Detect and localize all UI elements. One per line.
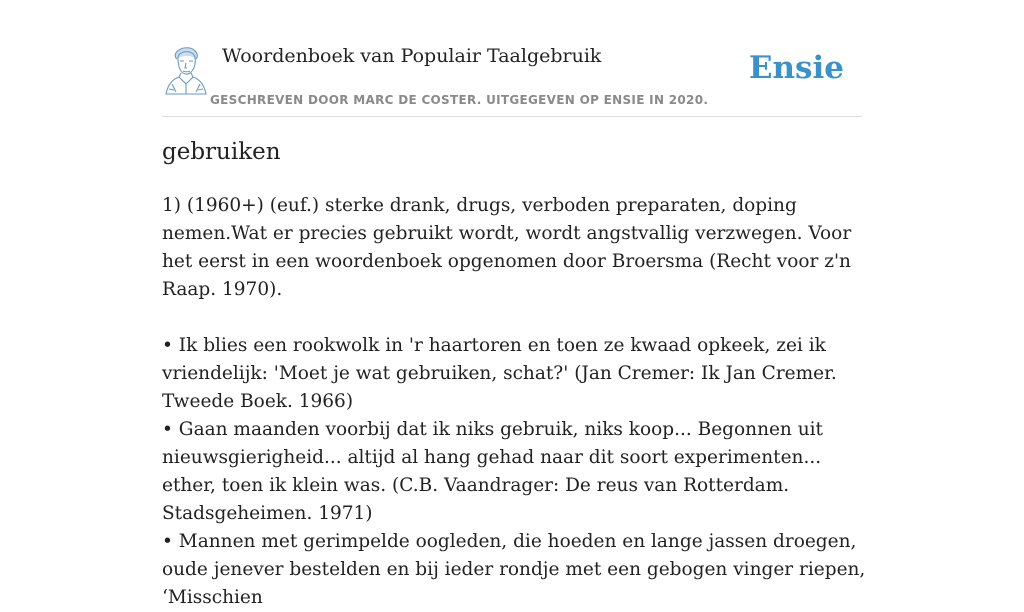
quote-item: • Gaan maanden voorbij dat ik niks gebruik, niks koop... Begonnen uit nieuwsgierigheid... altijd al hang gehad naar dit soort experimenten... ether, toen ik klein was. (C.B. Vaandrager: De reus van Rotterdam. Stadsgeheimen. 1971) <box>162 419 823 524</box>
ensie-logo[interactable]: Ensie <box>748 50 844 86</box>
quote-item: • Mannen met gerimpelde oogleden, die hoeden en lange jassen droegen, oude jenever bestelden en bij ieder rondje met een gebogen vinger riepen, ‘Misschien <box>162 531 866 608</box>
quote-item: • Ik blies een rookwolk in 'r haartoren en toen ze kwaad opkeek, zei ik vriendelijk: 'Moet je wat gebruiken, schat?' (Jan Cremer: Ik Jan Cremer. Tweede Boek. 1966) <box>162 335 837 412</box>
paragraph-gap <box>162 304 867 332</box>
headword: gebruiken <box>162 139 281 165</box>
byline: GESCHREVEN DOOR MARC DE COSTER. UITGEGEVEN OP ENSIE IN 2020. <box>210 93 709 107</box>
book-title[interactable]: Woordenboek van Populair Taalgebruik <box>222 45 602 67</box>
header <box>162 40 862 117</box>
author-portrait-icon <box>164 46 208 96</box>
definition-text: 1) (1960+) (euf.) sterke drank, drugs, verboden preparaten, doping nemen.Wat er precies gebruikt wordt, wordt angstvallig verzwegen. Voor het eerst in een woordenboek opgenomen door Broersma (Recht voor z'n Raap. 1970). <box>162 195 852 300</box>
definition-body <box>162 192 867 612</box>
